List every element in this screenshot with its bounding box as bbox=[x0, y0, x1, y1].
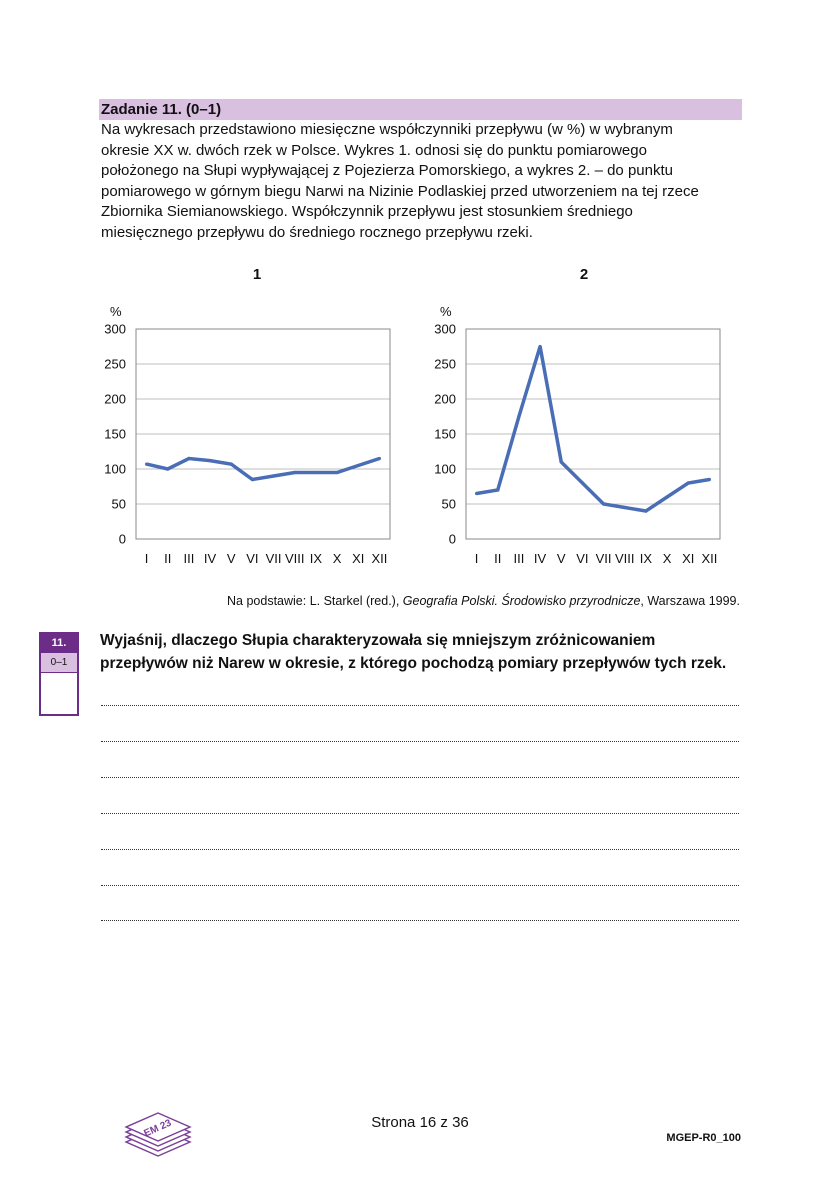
data-point bbox=[145, 463, 148, 466]
x-tick-label: V bbox=[226, 551, 236, 566]
data-point bbox=[335, 471, 338, 474]
score-range: 0–1 bbox=[39, 653, 79, 672]
source-suffix: , Warszawa 1999. bbox=[640, 594, 740, 608]
x-tick-label: V bbox=[556, 551, 566, 566]
task-intro: Na wykresach przedstawiono miesięczne współczynniki przepływu (w %) w wybranym okresie XX w. dwóch rzek w Polsce. Wykres 1. odnosi się do punktu pomiarowego położonego na Słupi wypływającej z Pojezierza Pomorskiego, a wykres 2. – do punktu pomiarowego w górnym biegu Narwi na Nizinie Podlaskiej przed utworzeniem na tej rzece Zbiornika Siemianowskiego. Współczynnik przepływu jest stosunkiem średniego miesięcznego przepływu do średniego rocznego przepływu rzeki. bbox=[101, 121, 699, 241]
x-tick-label: VII bbox=[595, 551, 612, 566]
y-tick-label: 150 bbox=[104, 426, 126, 442]
x-tick-label: IV bbox=[203, 551, 217, 566]
source-citation bbox=[100, 594, 740, 608]
data-point bbox=[538, 345, 541, 348]
y-tick-label: 250 bbox=[434, 356, 456, 372]
data-point bbox=[251, 478, 254, 481]
chart-1-title: 1 bbox=[252, 266, 262, 283]
task-header: Zadanie 11. (0–1) bbox=[99, 99, 742, 120]
answer-line[interactable] bbox=[101, 916, 739, 921]
chart-2-title: 2 bbox=[579, 266, 589, 283]
x-tick-label: IV bbox=[533, 551, 547, 566]
series-line bbox=[477, 347, 710, 512]
data-point bbox=[272, 474, 275, 477]
y-axis-label: % bbox=[440, 304, 452, 319]
data-point bbox=[602, 502, 605, 505]
x-tick-label: XI bbox=[352, 551, 365, 566]
data-point bbox=[560, 460, 563, 463]
page-number: Strona 16 z 36 bbox=[371, 1114, 469, 1131]
y-tick-label: 50 bbox=[111, 496, 126, 512]
x-tick-label: IX bbox=[639, 551, 653, 566]
answer-line[interactable] bbox=[101, 881, 739, 886]
logo-text: EM 23 bbox=[142, 1117, 174, 1140]
x-tick-label: III bbox=[183, 551, 195, 566]
score-number: 11. bbox=[39, 632, 79, 653]
chart-2 bbox=[425, 295, 745, 575]
x-tick-label: VI bbox=[576, 551, 589, 566]
data-point bbox=[644, 509, 647, 512]
source-prefix: Na podstawie: L. Starkel (red.), bbox=[227, 594, 403, 608]
answer-line[interactable] bbox=[101, 737, 739, 742]
y-tick-label: 50 bbox=[441, 496, 456, 512]
y-axis-label: % bbox=[110, 304, 122, 319]
data-point bbox=[475, 492, 478, 495]
x-tick-label: I bbox=[144, 551, 149, 566]
chart-1 bbox=[95, 295, 415, 575]
score-box bbox=[39, 632, 79, 716]
y-tick-label: 0 bbox=[448, 531, 456, 547]
y-tick-label: 150 bbox=[434, 426, 456, 442]
y-tick-label: 250 bbox=[104, 356, 126, 372]
data-point bbox=[708, 478, 711, 481]
x-tick-label: II bbox=[494, 551, 502, 566]
x-tick-label: XII bbox=[701, 551, 718, 566]
y-tick-label: 100 bbox=[434, 461, 456, 477]
y-tick-label: 200 bbox=[104, 391, 126, 407]
data-point bbox=[166, 467, 169, 470]
x-tick-label: XI bbox=[682, 551, 695, 566]
data-point bbox=[581, 481, 584, 484]
x-tick-label: II bbox=[164, 551, 172, 566]
y-tick-label: 0 bbox=[118, 531, 126, 547]
data-point bbox=[378, 457, 381, 460]
answer-line[interactable] bbox=[101, 773, 739, 778]
x-tick-label: IX bbox=[309, 551, 323, 566]
data-point bbox=[357, 464, 360, 467]
data-point bbox=[314, 471, 317, 474]
x-tick-label: I bbox=[474, 551, 479, 566]
y-tick-label: 300 bbox=[104, 321, 126, 337]
x-tick-label: VIII bbox=[614, 551, 635, 566]
data-point bbox=[517, 415, 520, 418]
score-field[interactable] bbox=[39, 672, 79, 716]
data-point bbox=[623, 506, 626, 509]
exam-code: MGEP-R0_100 bbox=[666, 1132, 741, 1144]
x-tick-label: III bbox=[513, 551, 525, 566]
answer-line[interactable] bbox=[101, 701, 739, 706]
y-tick-label: 300 bbox=[434, 321, 456, 337]
data-point bbox=[187, 457, 190, 460]
y-tick-label: 200 bbox=[434, 391, 456, 407]
answer-line[interactable] bbox=[101, 845, 739, 850]
data-point bbox=[496, 488, 499, 491]
x-tick-label: VI bbox=[246, 551, 259, 566]
data-point bbox=[687, 481, 690, 484]
x-tick-label: X bbox=[662, 551, 672, 566]
question-text: Wyjaśnij, dlaczego Słupia charakteryzowała się mniejszym zróżnicowaniem przepływów niż Narew w okresie, z którego pochodzą pomiary przepływów tych rzek. bbox=[100, 632, 727, 672]
x-tick-label: VIII bbox=[284, 551, 305, 566]
data-point bbox=[293, 471, 296, 474]
data-point bbox=[208, 459, 211, 462]
x-tick-label: VII bbox=[265, 551, 282, 566]
source-title: Geografia Polski. Środowisko przyrodnicze bbox=[402, 594, 641, 608]
data-point bbox=[230, 463, 233, 466]
x-tick-label: XII bbox=[371, 551, 388, 566]
x-tick-label: X bbox=[332, 551, 342, 566]
answer-line[interactable] bbox=[101, 809, 739, 814]
y-tick-label: 100 bbox=[104, 461, 126, 477]
data-point bbox=[665, 495, 668, 498]
